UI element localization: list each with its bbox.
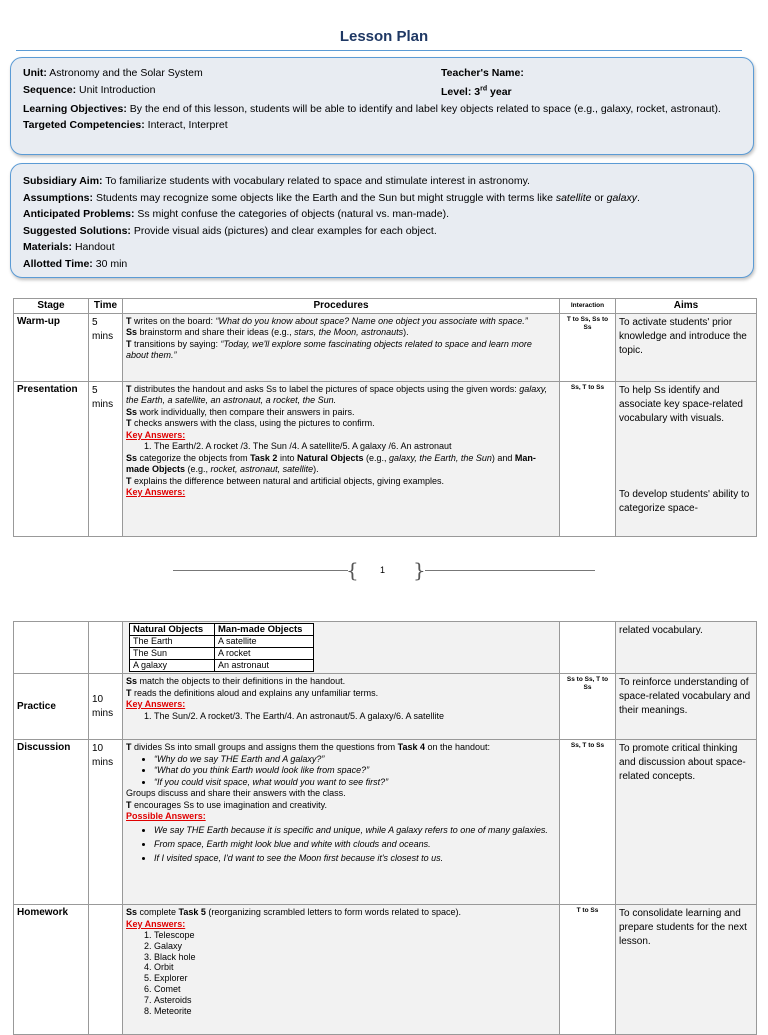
list-item: 8. Meteorite — [154, 1006, 556, 1017]
table-row — [14, 905, 757, 1035]
aims-practice: To reinforce understanding of space-related vocabulary and their meanings. — [616, 674, 757, 740]
list-item: • We say THE Earth because it is specific and unique, while A galaxy refers to one of many galaxies. — [154, 823, 556, 837]
solutions-label: Suggested Solutions: — [23, 224, 131, 237]
page-title: Lesson Plan — [339, 28, 429, 45]
stage-discussion: Discussion — [14, 740, 89, 905]
unit-value: Astronomy and the Solar System — [49, 67, 203, 79]
header-procedures: Procedures — [123, 299, 560, 314]
time-value: 30 min — [95, 257, 128, 270]
procedures-presentation: T distributes the handout and asks Ss to label the pictures of space objects using the given words: galaxy, the Earth, a satellite, an astronaut, a rocket, the Sun. Ss work individually, then compare their answers in pairs. T checks answers with the class, using the pictures to confirm. Key Answers: 1. The Earth/2. A rocket /3. The Sun /4. A satellite/5. A galaxy /6. An astronaut Ss categorize the objects from Task 2 into Natural Objects (e.g., galaxy, the Earth, the Sun) and Man-made Objects (e.g., rocket, astronaut, satellite). T explains the difference between natural and artificial objects, giving examples. Key Answers: — [123, 381, 560, 536]
header-stage: Stage — [14, 299, 89, 314]
list-item: 5. Explorer — [154, 973, 556, 984]
table-row — [14, 381, 757, 536]
competencies-label: Targeted Competencies: — [23, 119, 145, 131]
assumptions-line: Assumptions: Students may recognize some objects like the Earth and the Sun but might struggle with terms like satellite or galaxy. — [23, 191, 640, 204]
interaction-presentation: Ss, T to Ss — [560, 381, 616, 536]
key-answers-label: Key Answers: — [126, 918, 186, 929]
time-label: Allotted Time: — [23, 257, 93, 270]
table-row: The Sun A rocket — [130, 648, 314, 660]
table-row: A galaxy An astronaut — [130, 660, 314, 672]
categories-table-cell — [123, 622, 560, 674]
interaction-warmup: T to Ss, Ss to Ss — [560, 313, 616, 381]
procedures-homework: Ss complete Task 5 (reorganizing scrambled letters to form words related to space). Key Answers: 1. Telescope 2. Galaxy 3. Black hole 4. Orbit 5. Explorer 6. Comet 7. Asteroids 8. Meteorite — [123, 905, 560, 1035]
interaction-homework: T to Ss — [560, 905, 616, 1035]
header-aims: Aims — [616, 299, 757, 314]
list-item: • “What do you think Earth would look like from space?” — [154, 765, 556, 777]
time-discussion: 10 mins — [89, 740, 123, 905]
objectives-value: By the end of this lesson, students will be able to identify and label key objects related to space (e.g., galaxy, rocket, astronaut). — [129, 102, 721, 115]
procedures-practice: Ss match the objects to their definitions in the handout. T reads the definitions aloud and explains any unfamiliar terms. Key Answers: 1. The Sun/2. A rocket/3. The Earth/4. An astronaut/5. A galaxy/6. A satellite — [123, 674, 560, 740]
procedures-table-page2 — [13, 621, 757, 1035]
possible-answers-label: Possible Answers: — [126, 811, 206, 821]
aims-continued: related vocabulary. — [616, 622, 757, 674]
key-answers-label: Key Answers: — [126, 699, 186, 709]
stage-warmup: Warm-up — [14, 313, 89, 381]
table-row: The Earth A satellite — [130, 636, 314, 648]
aims-discussion: To promote critical thinking and discussion about space-related concepts. — [616, 740, 757, 905]
list-item: • If I visited space, I'd want to see the Moon first because it's closest to us. — [154, 851, 556, 865]
problems-label: Anticipated Problems: — [23, 208, 135, 220]
page-number: 1 — [380, 565, 386, 575]
key-answers-label: Key Answers: — [126, 487, 186, 497]
interaction-practice: Ss to Ss, T to Ss — [560, 674, 616, 740]
stage-homework: Homework — [14, 905, 89, 1035]
list-item: • “If you could visit space, what would you want to see first?” — [154, 777, 556, 789]
man-made-objects-header: Man-made Objects — [215, 624, 314, 636]
list-item: 6. Comet — [154, 984, 556, 995]
list-item: 1. The Sun/2. A rocket/3. The Earth/4. An astronaut/5. A galaxy/6. A satellite — [154, 711, 556, 723]
materials-label: Materials: — [23, 241, 73, 253]
header-time: Time — [89, 299, 123, 314]
page-number-divider: { 1 } — [0, 560, 768, 580]
aims-warmup: To activate students' prior knowledge and introduce the topic. — [616, 313, 757, 381]
aims-homework: To consolidate learning and prepare students for the next lesson. — [616, 905, 757, 1035]
table-row — [14, 313, 757, 381]
categories-table — [129, 623, 314, 672]
stage-presentation: Presentation — [14, 381, 89, 536]
subsidiary-label: Subsidiary Aim: — [23, 175, 103, 187]
procedures-table-page1 — [13, 298, 757, 537]
teacher-label: Teacher's Name: — [441, 67, 524, 79]
lesson-aims-box — [10, 163, 754, 278]
time-warmup: 5 mins — [89, 313, 123, 381]
unit-label: Unit: — [23, 67, 47, 79]
list-item: 2. Galaxy — [154, 941, 556, 952]
list-item: • “Why do we say THE Earth and A galaxy?” — [154, 754, 556, 766]
table-header-row — [14, 299, 757, 314]
table-row — [14, 622, 757, 674]
key-answers-label: Key Answers: — [126, 429, 186, 440]
sequence-label: Sequence: — [23, 83, 77, 96]
list-item: 3. Black hole — [154, 952, 556, 963]
procedures-warmup: T writes on the board: “What do you know about space? Name one object you associate with space.” Ss brainstorm and share their ideas (e.g., stars, the Moon, astronauts). T transitions by saying: “Today, we'll explore some fascinating objects related to space and learn more about them.” — [123, 313, 560, 381]
interaction-discussion: Ss, T to Ss — [560, 740, 616, 905]
time-practice: 10 mins — [89, 674, 123, 740]
materials-value: Handout — [74, 241, 115, 253]
sequence-value: Unit Introduction — [79, 83, 156, 96]
aims-presentation: To help Ss identify and associate key space-related vocabulary with visuals. To develop students' ability to categorize space- — [616, 381, 757, 536]
list-item: • From space, Earth might look blue and white with clouds and oceans. — [154, 837, 556, 851]
solutions-value: Provide visual aids (pictures) and clear examples for each object. — [133, 224, 437, 237]
list-item: 4. Orbit — [154, 962, 556, 973]
subsidiary-value: To familiarize students with vocabulary related to space and stimulate interest in astronomy. — [105, 175, 530, 187]
table-row — [14, 740, 757, 905]
time-presentation: 5 mins — [89, 381, 123, 536]
table-row — [14, 674, 757, 740]
title-divider — [16, 50, 742, 51]
list-item: 7. Asteroids — [154, 995, 556, 1006]
natural-objects-header: Natural Objects — [130, 624, 215, 636]
competencies-value: Interact, Interpret — [147, 119, 228, 131]
problems-value: Ss might confuse the categories of objects (natural vs. man-made). — [137, 208, 450, 220]
lesson-info-box — [10, 57, 754, 155]
procedures-discussion: T divides Ss into small groups and assigns them the questions from Task 4 on the handout: • “Why do we say THE Earth and A galaxy?” • “What do you think Earth would look like from space?” • “If you could visit space, what would you want to see first?” Groups discuss and share their answers with the class. T encourages Ss to use imagination and creativity. Possible Answers: • We say THE Earth because it is specific and unique, while A galaxy refers to one of many galaxies. • From space, Earth might look blue and white with clouds and oceans. • If I visited space, I'd want to see the Moon first because it's closest to us. — [123, 740, 560, 905]
stage-practice: Practice — [14, 674, 89, 740]
objectives-label: Learning Objectives: — [23, 102, 127, 115]
level-line: Level: 3rd year — [441, 85, 512, 98]
list-item: 1. Telescope — [154, 930, 556, 941]
list-item: 1. The Earth/2. A rocket /3. The Sun /4. A satellite/5. A galaxy /6. An astronaut — [154, 441, 556, 453]
header-interaction: Interaction — [560, 299, 616, 314]
